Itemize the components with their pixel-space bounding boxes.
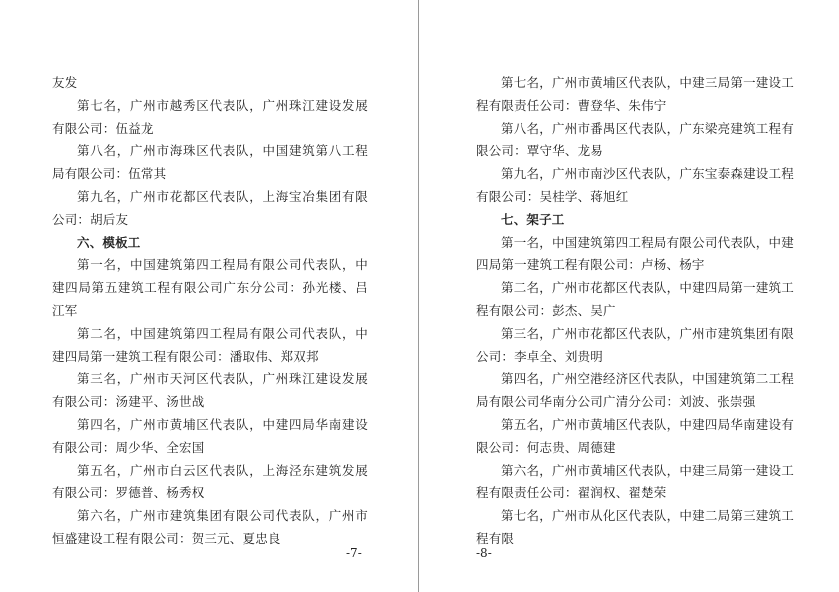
- right-page-text: [476, 72, 794, 551]
- section-heading: 七、架子工: [501, 211, 565, 227]
- paragraph: 第五名，广州市白云区代表队，上海泾东建筑发展有限公司：罗德普、杨秀权: [52, 462, 368, 501]
- paragraph: 第七名，广州市越秀区代表队，广州珠江建设发展有限公司：伍益龙: [52, 97, 368, 136]
- paragraph: 第三名，广州市天河区代表队，广州珠江建设发展有限公司：汤建平、汤世战: [52, 371, 368, 410]
- right-page: [420, 0, 839, 592]
- paragraph: 友发: [52, 75, 78, 90]
- paragraph: 第一名，中国建筑第四工程局有限公司代表队，中建四局第五建筑工程有限公司广东分公司：孙光楼、吕江军: [52, 257, 368, 318]
- paragraph: 第二名，广州市花都区代表队，中建四局第一建筑工程有限公司：彭杰、吴广: [476, 280, 794, 318]
- left-page: [0, 0, 418, 592]
- paragraph: 第七名，广州市从化区代表队，中建二局第三建筑工程有限: [476, 508, 794, 546]
- page-number: -8-: [476, 546, 492, 560]
- paragraph: 第一名，中国建筑第四工程局有限公司代表队，中建四局第一建筑工程有限公司：卢杨、杨宇: [476, 234, 794, 273]
- paragraph: 第六名，广州市黄埔区代表队，中建三局第一建设工程有限责任公司：翟润权、翟楚荣: [476, 462, 794, 501]
- section-heading: 六、模板工: [77, 234, 141, 250]
- paragraph: 第八名，广州市番禺区代表队，广东梁亮建筑工程有限公司：覃守华、龙易: [476, 120, 794, 159]
- paragraph: 第九名，广州市南沙区代表队，广东宝泰森建设工程有限公司：吴桂学、蒋旭红: [476, 166, 794, 204]
- paragraph: 第三名，广州市花都区代表队，广州市建筑集团有限公司：李卓全、刘贵明: [476, 325, 794, 364]
- paragraph: 第九名，广州市花都区代表队，上海宝冶集团有限公司：胡后友: [52, 188, 368, 227]
- left-page-text: [52, 72, 368, 551]
- paragraph: 第八名，广州市海珠区代表队，中国建筑第八工程局有限公司：伍常其: [52, 143, 368, 182]
- paragraph: 第四名，广州市黄埔区代表队，中建四局华南建设有限公司：周少华、全宏国: [52, 416, 368, 455]
- paragraph: 第四名，广州空港经济区代表队，中国建筑第二工程局有限公司华南分公司广清分公司：刘波、张崇强: [476, 371, 794, 410]
- paragraph: 第六名，广州市建筑集团有限公司代表队，广州市恒盛建设工程有限公司：贺三元、夏忠良: [52, 508, 368, 546]
- page-divider: [418, 0, 419, 592]
- paragraph: 第七名，广州市黄埔区代表队，中建三局第一建设工程有限责任公司：曹登华、朱伟宁: [476, 75, 794, 113]
- paragraph: 第二名，中国建筑第四工程局有限公司代表队，中建四局第一建筑工程有限公司：潘取伟、郑双邦: [52, 325, 368, 364]
- page-number: -7-: [346, 546, 362, 560]
- paragraph: 第五名，广州市黄埔区代表队，中建四局华南建设有限公司：何志贵、周德建: [476, 416, 794, 455]
